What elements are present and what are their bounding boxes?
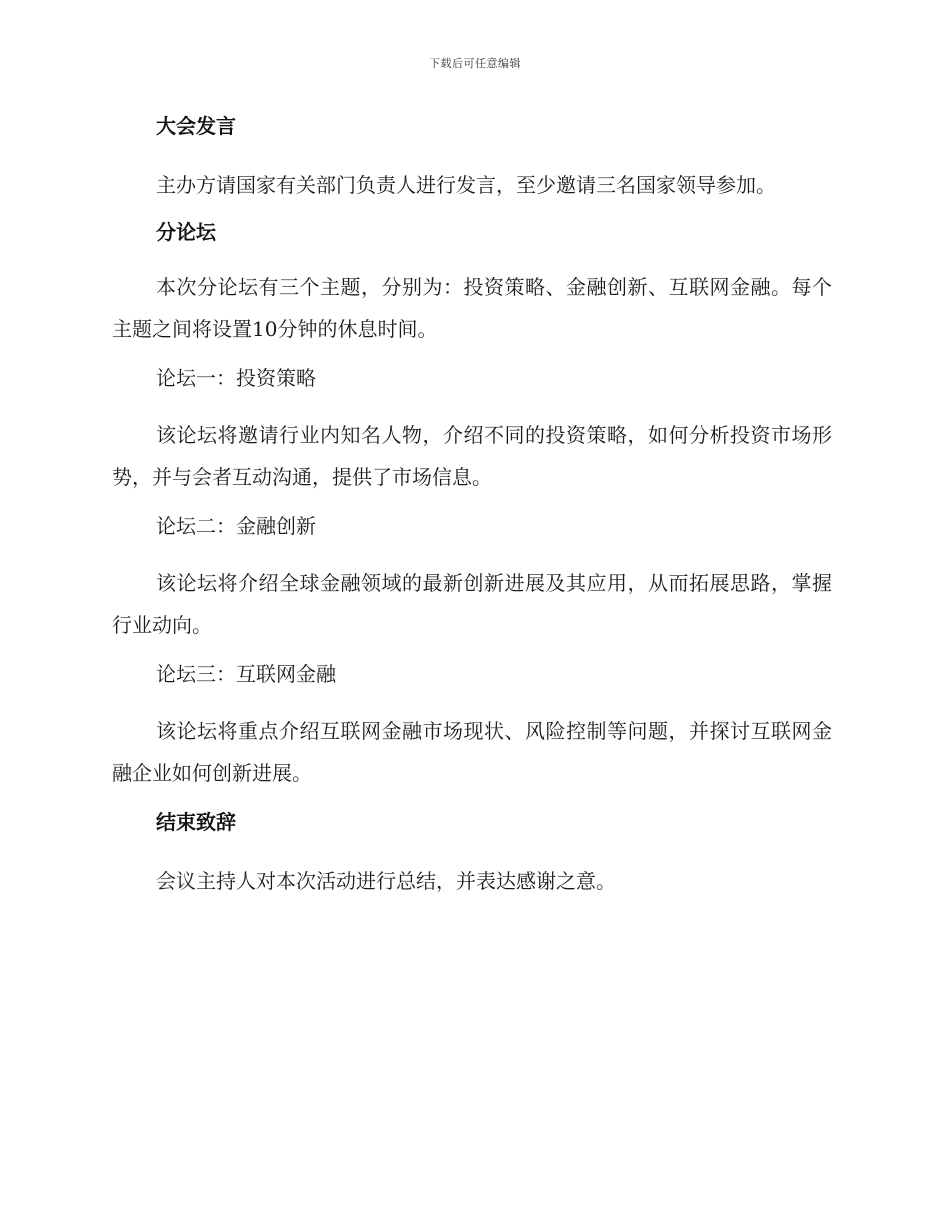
section-text-speech: 主办方请国家有关部门负责人进行发言，至少邀请三名国家领导参加。 (156, 173, 776, 197)
section-text-forum: 本次分论坛有三个主题，分别为：投资策略、金融创新、互联网金融。每个主题之间将设置10分钟的休息时间。 (112, 275, 832, 341)
section-text-closing: 会议主持人对本次活动进行总结，并表达感谢之意。 (156, 869, 616, 893)
forum-item-title-2: 论坛二：金融创新 (156, 514, 316, 538)
section-heading-closing: 结束致辞 (156, 810, 236, 834)
forum-item-text-2: 该论坛将介绍全球金融领域的最新创新进展及其应用，从而拓展思路，掌握行业动向。 (112, 571, 832, 637)
document-body (112, 110, 832, 910)
section-heading-forum: 分论坛 (156, 220, 216, 244)
forum-item-title-1: 论坛一：投资策略 (156, 366, 316, 390)
section-heading-speech: 大会发言 (156, 114, 236, 138)
forum-item-text-3: 该论坛将重点介绍互联网金融市场现状、风险控制等问题，并探讨互联网金融企业如何创新进展。 (112, 719, 832, 785)
forum-item-title-3: 论坛三：互联网金融 (156, 662, 336, 686)
forum-item-text-1: 该论坛将邀请行业内知名人物，介绍不同的投资策略，如何分析投资市场形势，并与会者互动沟通，提供了市场信息。 (112, 423, 832, 489)
page-header-note: 下载后可任意编辑 (429, 57, 521, 70)
